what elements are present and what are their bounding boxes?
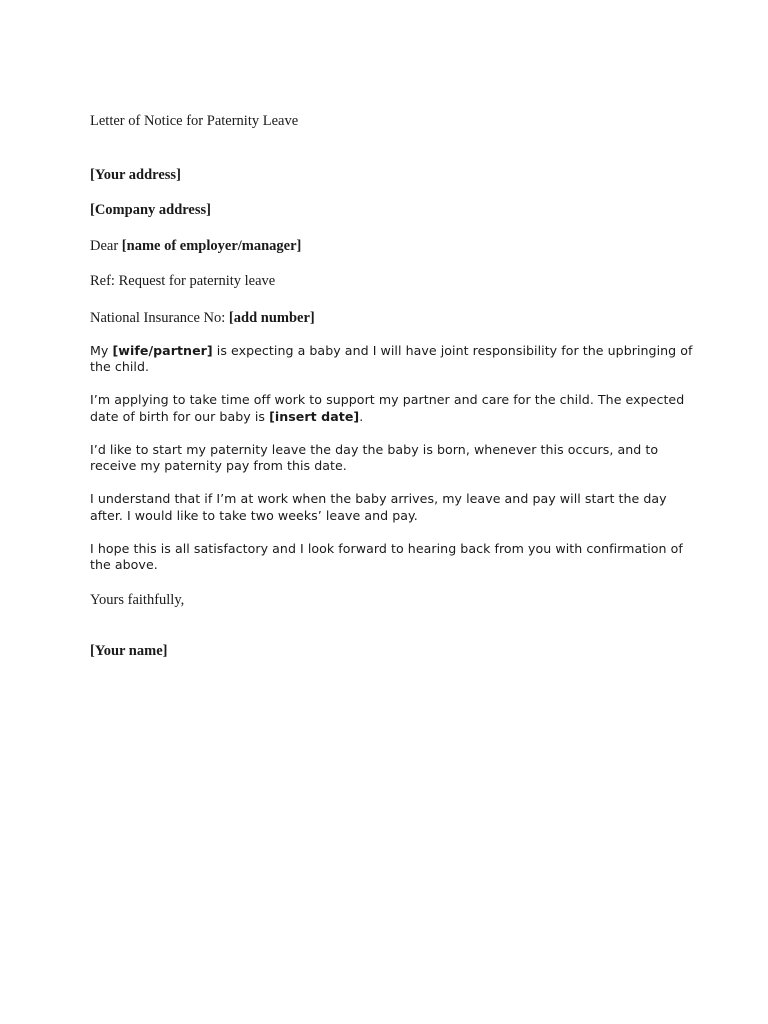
salutation: [90, 237, 301, 255]
closing: Yours faithfully,: [90, 592, 185, 608]
paragraph-5-line-2: the above.: [90, 557, 158, 572]
ni-number-placeholder: [add number]: [228, 310, 315, 326]
paragraph-1-line-1: [90, 343, 693, 360]
your-name-text: [Your name]: [90, 643, 168, 659]
paragraph-4-line-2: after. I would like to take two weeks’ leave and pay.: [90, 508, 418, 523]
insert-date-placeholder: [insert date]: [269, 409, 360, 424]
employer-name-placeholder: [name of employer/manager]: [121, 238, 302, 254]
national-insurance-line: [90, 309, 315, 327]
company-address-placeholder: [90, 201, 211, 219]
your-name-placeholder: [90, 642, 167, 660]
paragraph-2-line-2: [90, 409, 363, 426]
paragraph-1-line-2: the child.: [90, 359, 150, 374]
paragraph-4-line-1: I understand that if I’m at work when the baby arrives, my leave and pay will start the day: [90, 491, 667, 506]
paragraph-3-line-1: I’d like to start my paternity leave the day the baby is born, whenever this occurs, and to: [90, 442, 659, 457]
your-address-text: [Your address]: [90, 167, 181, 183]
reference-line: Ref: Request for paternity leave: [90, 273, 276, 289]
your-address-placeholder: [90, 166, 181, 184]
company-address-text: [Company address]: [90, 202, 211, 218]
paragraph-3-line-2: receive my paternity pay from this date.: [90, 458, 347, 473]
wife-partner-placeholder: [wife/partner]: [112, 343, 213, 358]
p1-prefix: My: [90, 343, 109, 358]
ni-label: National Insurance No:: [90, 310, 226, 326]
p2-suffix: .: [359, 409, 364, 424]
p2-prefix: date of birth for our baby is: [90, 409, 265, 424]
paragraph-5-line-1: I hope this is all satisfactory and I look forward to hearing back from you with confirmation of: [90, 541, 683, 556]
paragraph-2-line-1: I’m applying to take time off work to support my partner and care for the child. The expected: [90, 392, 685, 407]
p1-rest: is expecting a baby and I will have joint responsibility for the upbringing of: [216, 343, 693, 358]
salutation-prefix: Dear: [90, 238, 119, 254]
letter-title: Letter of Notice for Paternity Leave: [90, 113, 299, 129]
